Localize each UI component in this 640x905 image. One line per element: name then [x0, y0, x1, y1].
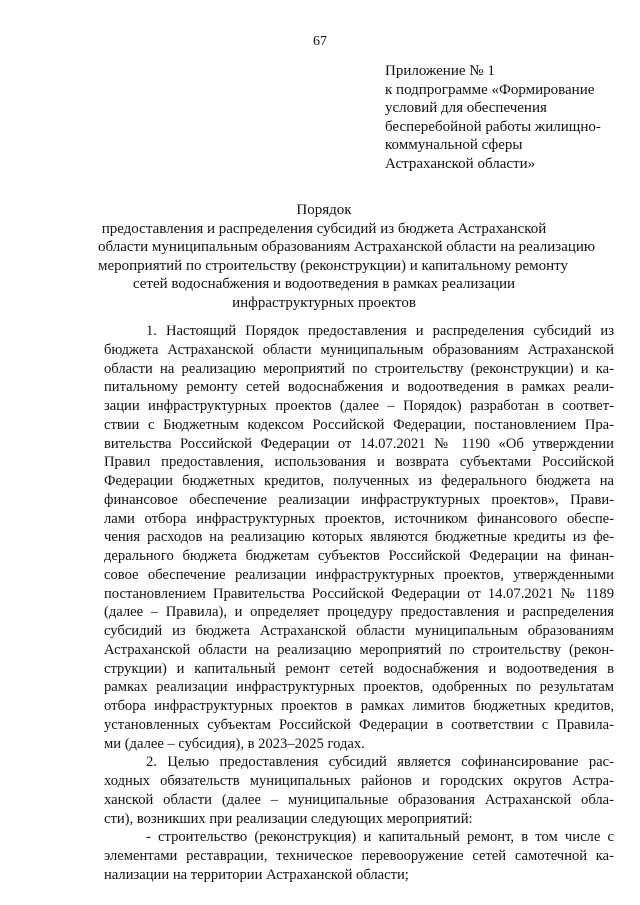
title-line: инфраструктурных проектов: [232, 294, 416, 311]
title-line: предоставления и распределения субсидий из бюджета Астраханской: [101, 220, 547, 237]
body-line: установленных субъектам Российской Федерации в соответствии с Правила-: [104, 716, 614, 733]
body-line: зации инфраструктурных проектов (далее – Порядок) разработан в соответ-: [104, 398, 614, 414]
body-line: постановлением Правительства Российской Федерации от 14.07.2021 № 1189: [104, 585, 614, 602]
body-line: вительства Российской Федерации от 14.07.2021 № 1190 «Об утверждении: [104, 435, 614, 452]
body-line: финансовое обеспечение реализации инфраструктурных проектов», Прави-: [104, 491, 614, 508]
body-line: элементами реставрации, техническое перевооружение сетей самотечной ка-: [104, 848, 614, 864]
body-line: ми (далее – субсидия), в 2023–2025 годах.: [104, 735, 365, 752]
body-text: [104, 322, 614, 885]
appendix-line: коммунальной сферы: [385, 137, 523, 154]
body-line: (далее – Правила), и определяет процедуру предоставления и распределения: [104, 604, 614, 621]
appendix-line: Приложение № 1: [385, 63, 495, 79]
body-line: сти), возникших при реализации следующих мероприятий:: [104, 810, 473, 827]
body-line: нализации на территории Астраханской области;: [104, 866, 409, 883]
body-line: бюджета Астраханской области муниципальным образованиям Астраханской: [104, 341, 614, 358]
appendix-line: к подпрограмме «Формирование: [385, 81, 595, 98]
body-line: рамках реализации инфраструктурных проектов, одобренных по результатам: [104, 679, 614, 696]
body-line: ханской области (далее – муниципальные образования Астраханской обла-: [104, 791, 614, 808]
body-line: Правил предоставления, использования и возврата субъектами Российской: [104, 454, 614, 471]
body-line: чения расходов на реализацию которых являются бюджетные кредиты из фе-: [104, 529, 614, 546]
title-line: Порядок: [296, 202, 352, 218]
body-line: ствии с Бюджетным кодексом Российской Федерации, постановлением Пра-: [104, 416, 614, 433]
body-line: 2. Целью предоставления субсидий является софинансирование рас-: [146, 754, 614, 771]
appendix-header: [385, 62, 615, 174]
title-line: сетей водоснабжения и водоотведения в рамках реализации: [132, 276, 516, 292]
body-line: Федерации бюджетных кредитов, полученных из федерального бюджета на: [104, 473, 614, 489]
body-line: питальному ремонту сетей водоснабжения и водоотведения в рамках реали-: [104, 379, 614, 396]
appendix-line: Астраханской области»: [385, 155, 536, 172]
body-line: лами отбора инфраструктурных проектов, источником финансового обеспе-: [104, 510, 614, 527]
body-line: струкции) и капитальный ремонт сетей водоснабжения и водоотведения в: [104, 660, 614, 677]
body-line: 1. Настоящий Порядок предоставления и распределения субсидий из: [146, 323, 614, 339]
body-line: области на реализацию мероприятий по строительству (реконструкции) и ка-: [104, 360, 614, 377]
title-line: мероприятий по строительству (реконструкции) и капитальному ремонту: [98, 257, 568, 274]
body-line: Астраханской области на реализацию мероприятий по строительству (рекон-: [104, 641, 614, 658]
page-number: 67: [313, 34, 327, 49]
body-line: дерального бюджета бюджетам субъектов Российской Федерации на финан-: [104, 548, 614, 564]
body-line: совое обеспечение реализации инфраструктурных проектов, утвержденными: [104, 566, 614, 583]
document-title: [98, 201, 596, 312]
body-line: субсидий из бюджета Астраханской области муниципальным образованиям: [104, 623, 614, 639]
appendix-line: условий для обеспечения: [385, 100, 547, 117]
appendix-line: бесперебойной работы жилищно-: [385, 118, 601, 135]
body-line: отбора инфраструктурных проектов в рамках лимитов бюджетных кредитов,: [104, 698, 614, 714]
body-line: - строительство (реконструкция) и капитальный ремонт, в том числе с: [146, 829, 614, 846]
body-line: ходных обязательств муниципальных районов и городских округов Астра-: [104, 773, 614, 789]
title-line: области муниципальным образованиям Астраханской области на реализацию: [98, 239, 596, 255]
